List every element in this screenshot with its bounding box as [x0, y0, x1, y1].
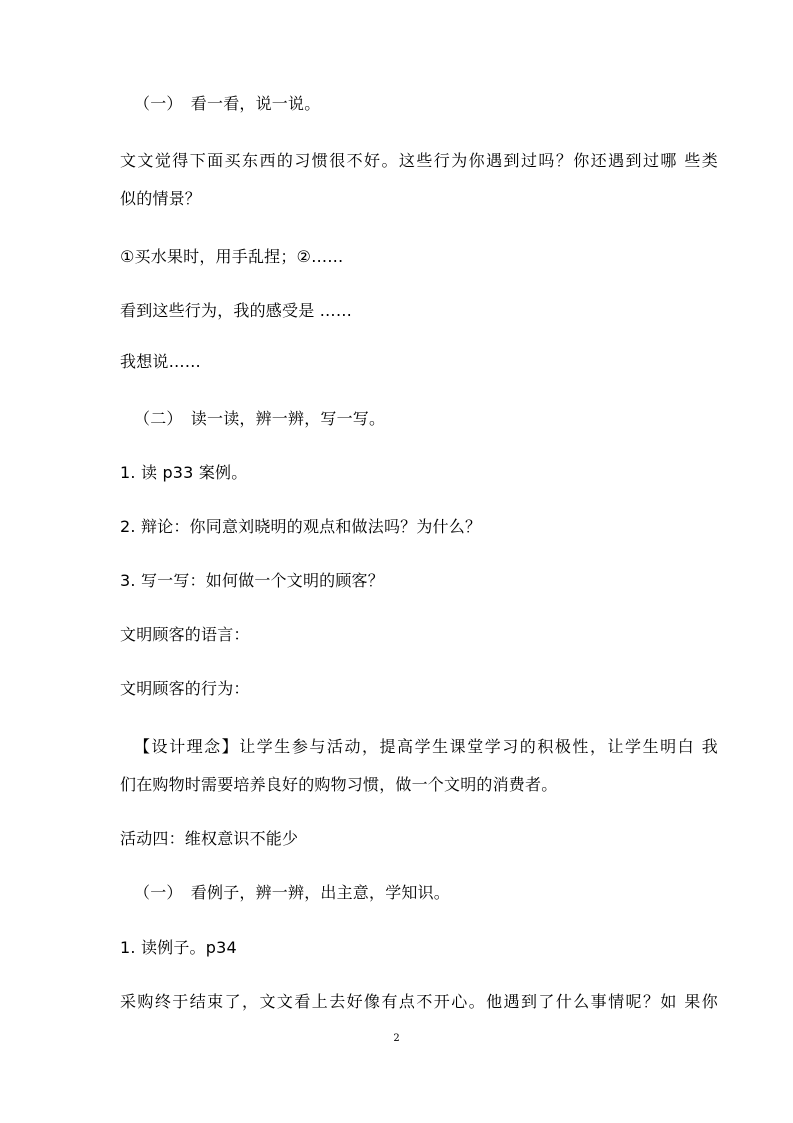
design-concept-line: 【设计理念】让学生参与活动，提高学生课堂学习的积极性，让学生明白 我: [134, 737, 718, 756]
section-heading-look-and-say: （一） 看一看，说一说。: [134, 94, 321, 113]
paragraph-line: 文明顾客的行为：: [120, 679, 250, 698]
activity-heading: 活动四：维权意识不能少: [120, 829, 299, 848]
paragraph-line: 看到这些行为，我的感受是 ……: [120, 301, 353, 320]
section-heading-examples: （一） 看例子，辨一辨，出主意，学知识。: [134, 883, 451, 902]
section-heading-read-and-write: （二） 读一读，辨一辨，写一写。: [134, 409, 386, 428]
design-concept-line: 们在购物时需要培养良好的购物习惯，做一个文明的消费者。: [120, 775, 558, 794]
paragraph-line: 文文觉得下面买东西的习惯很不好。这些行为你遇到过吗？你还遇到过哪 些类: [120, 151, 718, 170]
paragraph-line: 文明顾客的语言：: [120, 625, 250, 644]
list-item: 3. 写一写：如何做一个文明的顾客？: [120, 571, 384, 590]
page-number: 2: [393, 1033, 400, 1044]
paragraph-line: 采购终于结束了，文文看上去好像有点不开心。他遇到了什么事情呢？如 果你: [120, 992, 718, 1011]
paragraph-line: 似的情景？: [120, 189, 202, 208]
paragraph-line: 我想说……: [120, 352, 202, 371]
example-line: ①买水果时，用手乱捏；②……: [120, 247, 344, 266]
list-item: 1. 读例子。p34: [120, 938, 237, 957]
list-item: 2. 辩论：你同意刘晓明的观点和做法吗？为什么？: [120, 517, 482, 536]
list-item: 1. 读 p33 案例。: [120, 463, 248, 482]
